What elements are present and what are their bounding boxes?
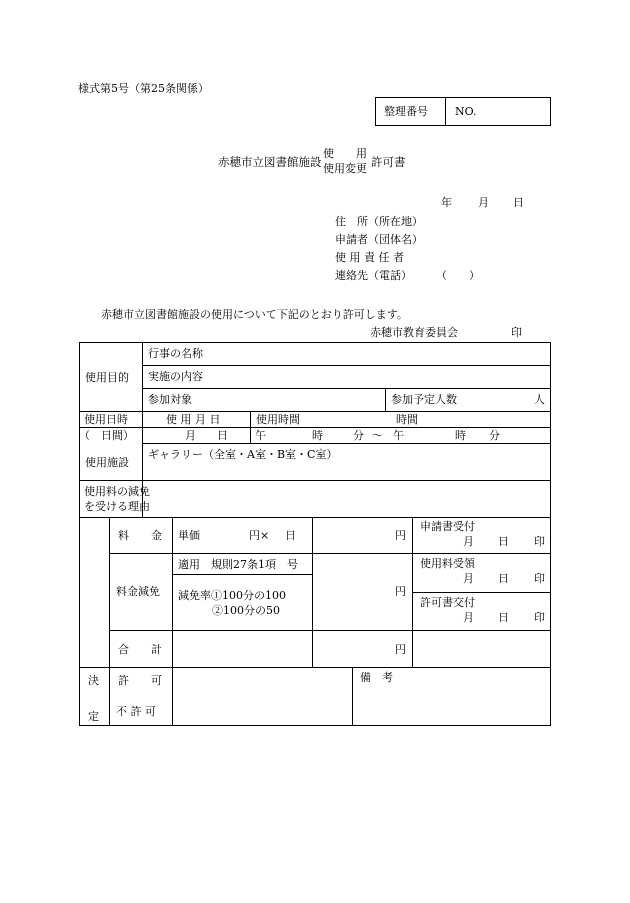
pm-label: 午 xyxy=(393,429,404,442)
target-label: 参加対象 xyxy=(148,393,192,406)
reduction-reason-label-2: を受ける理由 xyxy=(84,500,150,513)
applied-rule: 適用 規則27条1項 号 xyxy=(178,558,298,571)
receipt-1-day: 日 xyxy=(498,535,509,548)
reduction-yen: 円 xyxy=(395,585,406,598)
facility-value: ギャラリー（全室・A室・B室・C室） xyxy=(148,448,338,461)
contact-label: 連絡先（電話） xyxy=(335,269,412,282)
reduction-reason-label-1: 使用料の減免 xyxy=(84,485,150,498)
use-time-header: 使用時間 xyxy=(256,413,300,426)
event-name-label: 行事の名称 xyxy=(148,347,203,360)
remarks-label: 備 考 xyxy=(360,671,393,684)
receipt-fee-label: 使用料受領 xyxy=(420,557,475,570)
address-label: 住 所（所在地） xyxy=(335,215,423,228)
decision-label-1: 決 xyxy=(88,674,99,687)
receipt-permit-label: 許可書交付 xyxy=(420,596,475,609)
receipt-1-seal: 印 xyxy=(534,535,545,548)
reduction-rate-1: 減免率①100分の100 xyxy=(178,589,286,602)
form-number: 様式第5号（第25条関係） xyxy=(78,82,209,95)
reference-number-label: 整理番号 xyxy=(384,105,428,118)
responsible-label: 使 用 責 任 者 xyxy=(335,251,404,264)
month-label: 月 xyxy=(185,429,196,442)
hour-label: 時 xyxy=(312,429,323,442)
datetime-days-label: （ 日間） xyxy=(79,429,134,442)
issuer-seal: 印 xyxy=(511,326,522,339)
receipt-3-day: 日 xyxy=(498,611,509,624)
time-header: 時間 xyxy=(396,413,418,426)
fee-yen: 円 xyxy=(395,529,406,542)
reference-number-value: NO. xyxy=(455,105,477,118)
title-option-use: 使 用 xyxy=(323,147,367,160)
datetime-label: 使用日時 xyxy=(84,413,128,426)
title-suffix: 許可書 xyxy=(371,155,406,169)
title-prefix: 赤穂市立図書館施設 xyxy=(218,155,322,169)
date-month: 月 xyxy=(478,196,489,209)
person-unit: 人 xyxy=(534,393,545,406)
title-option-change: 使用変更 xyxy=(323,162,367,175)
date-day: 日 xyxy=(513,196,524,209)
total-label: 合 計 xyxy=(118,643,162,656)
purpose-label: 使用目的 xyxy=(85,371,129,384)
receipt-1-month: 月 xyxy=(463,535,474,548)
expected-count-label: 参加予定人数 xyxy=(391,393,457,406)
applicant-label: 申請者（団体名） xyxy=(335,233,423,246)
receipt-2-seal: 印 xyxy=(534,572,545,585)
deny-option: 不 許 可 xyxy=(116,705,156,718)
total-yen: 円 xyxy=(395,643,406,656)
reduction-rate-2: ②100分の50 xyxy=(212,604,280,617)
reduction-label: 料金減免 xyxy=(116,585,160,598)
tilde-label: ～ xyxy=(372,429,383,442)
facility-label: 使用施設 xyxy=(85,456,129,469)
receipt-application-label: 申請書受付 xyxy=(420,520,475,533)
decision-label-2: 定 xyxy=(88,710,99,723)
receipt-2-day: 日 xyxy=(498,572,509,585)
minute-label: 分 xyxy=(353,429,364,442)
issuer-name: 赤穂市教育委員会 xyxy=(370,326,458,339)
am-label: 午 xyxy=(255,429,266,442)
hour2-label: 時 xyxy=(455,429,466,442)
use-date-header: 使 用 月 日 xyxy=(166,413,221,426)
day-label: 日 xyxy=(217,429,228,442)
approve-option: 許 可 xyxy=(118,674,162,687)
yen-times-label: 円× xyxy=(249,529,270,542)
fee-label: 料 金 xyxy=(118,529,162,542)
unit-price-label: 単価 xyxy=(178,529,200,542)
content-label: 実施の内容 xyxy=(148,370,203,383)
receipt-3-seal: 印 xyxy=(534,611,545,624)
days-label: 日 xyxy=(285,529,296,542)
receipt-3-month: 月 xyxy=(463,611,474,624)
date-year: 年 xyxy=(441,196,452,209)
minute2-label: 分 xyxy=(489,429,500,442)
contact-paren: （ ） xyxy=(436,269,480,282)
receipt-2-month: 月 xyxy=(463,572,474,585)
permission-statement: 赤穂市立図書館施設の使用について下記のとおり許可します。 xyxy=(101,308,408,321)
